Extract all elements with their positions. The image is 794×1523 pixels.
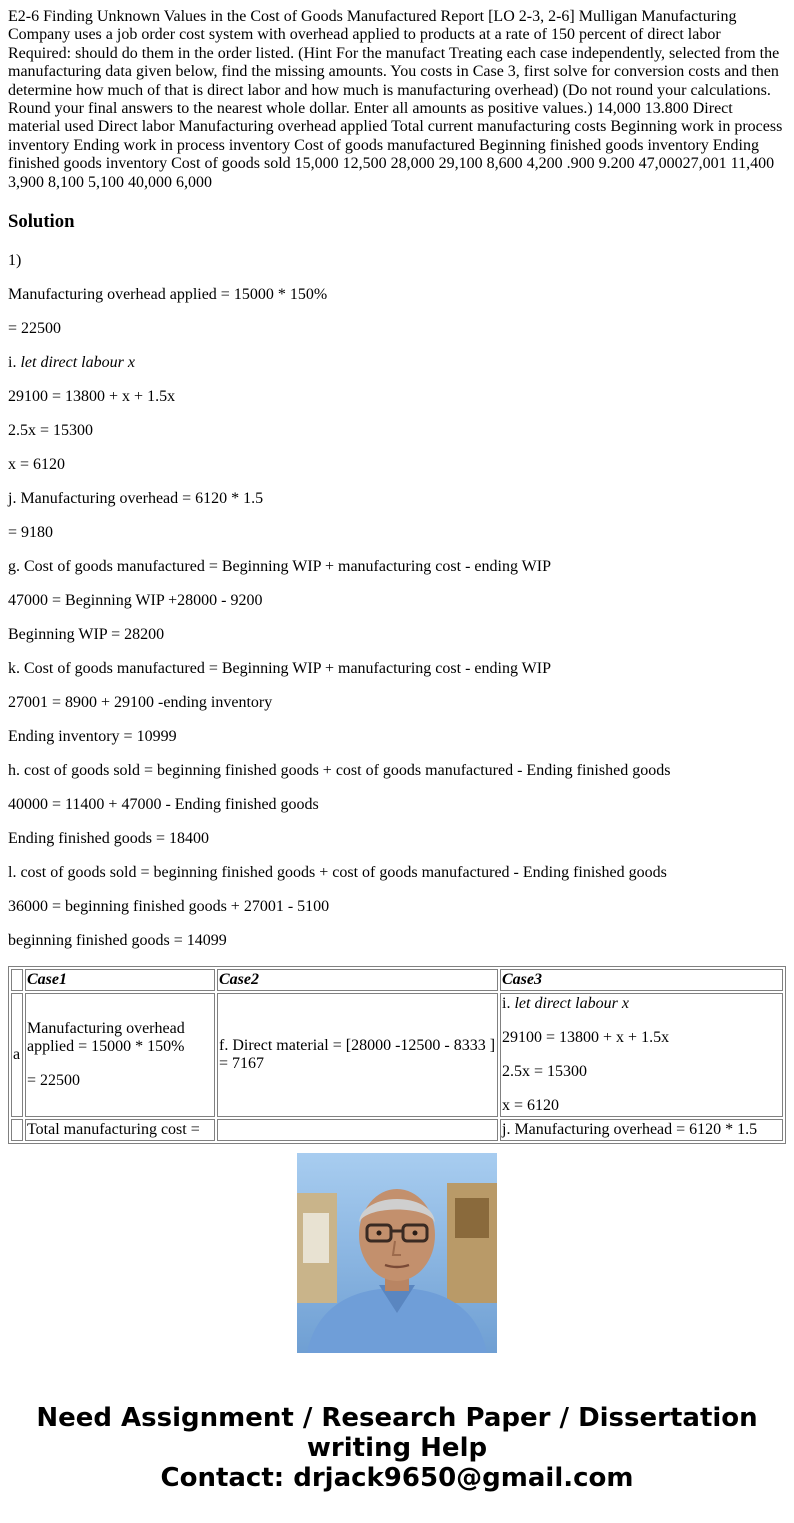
table-cell: [25, 993, 215, 1117]
table-cell: [25, 1119, 215, 1141]
step-line: h. cost of goods sold = beginning finished goods + cost of goods manufactured - Ending finished goods: [8, 762, 671, 780]
step-line: Beginning WIP = 28200: [8, 626, 165, 644]
step-line: 1): [8, 252, 22, 270]
solution-heading: Solution: [8, 211, 75, 233]
table-cell: [500, 1119, 783, 1141]
step-line: beginning finished goods = 14099: [8, 932, 227, 950]
step-line: 40000 = 11400 + 47000 - Ending finished goods: [8, 796, 319, 814]
table-row-label: a: [11, 993, 23, 1117]
step-line: Ending inventory = 10999: [8, 728, 177, 746]
cell-prefix: i.: [502, 995, 515, 1013]
cell-line: = 22500: [27, 1072, 81, 1090]
promo-line: Need Assignment / Research Paper / Dissertation: [36, 1403, 758, 1433]
table-header-cell: [11, 969, 23, 991]
step-prefix: i.: [8, 354, 21, 372]
cell-line: Manufacturing overhead applied = 15000 * 150%: [27, 1020, 185, 1056]
tutor-portrait-image: [297, 1153, 497, 1353]
table-header-cell: Case2: [217, 969, 498, 991]
table-cell: [217, 993, 498, 1117]
cell-line: [502, 995, 781, 1013]
table-cell: [500, 993, 783, 1117]
step-line: [8, 354, 786, 372]
table-header-row: [11, 969, 783, 991]
promo-banner: [0, 1403, 794, 1493]
step-line: l. cost of goods sold = beginning finished goods + cost of goods manufactured - Ending finished goods: [8, 864, 667, 882]
cell-italic: let direct labour x: [514, 995, 629, 1013]
document-body: [8, 0, 786, 1139]
cell-line: f. Direct material = [28000 -12500 - 8333 ] = 7167: [219, 1037, 496, 1073]
cell-line: x = 6120: [502, 1097, 560, 1115]
step-line: j. Manufacturing overhead = 6120 * 1.5: [8, 490, 264, 508]
table-row: [11, 993, 783, 1117]
table-row-label: [11, 1119, 23, 1141]
avatar: [297, 1153, 497, 1353]
step-line: 36000 = beginning finished goods + 27001 - 5100: [8, 898, 330, 916]
table-cell: [217, 1119, 498, 1141]
step-line: g. Cost of goods manufactured = Beginning WIP + manufacturing cost - ending WIP: [8, 558, 551, 576]
step-line: x = 6120: [8, 456, 66, 474]
step-line: = 9180: [8, 524, 54, 542]
step-line: k. Cost of goods manufactured = Beginning WIP + manufacturing cost - ending WIP: [8, 660, 551, 678]
table-row: [11, 1119, 783, 1141]
cell-line: 29100 = 13800 + x + 1.5x: [502, 1029, 670, 1047]
step-line: Ending finished goods = 18400: [8, 830, 210, 848]
solution-table: [8, 966, 786, 1144]
step-line: 47000 = Beginning WIP +28000 - 9200: [8, 592, 263, 610]
step-line: 27001 = 8900 + 29100 -ending inventory: [8, 694, 273, 712]
step-line: Manufacturing overhead applied = 15000 * 150%: [8, 286, 328, 304]
table-header-cell: Case1: [25, 969, 215, 991]
cell-line: Total manufacturing cost =: [27, 1121, 200, 1139]
solution-steps: [8, 252, 786, 950]
promo-contact: Contact: drjack9650@gmail.com: [160, 1463, 634, 1493]
step-line: 2.5x = 15300: [8, 422, 94, 440]
cell-line: 2.5x = 15300: [502, 1063, 588, 1081]
cell-line: j. Manufacturing overhead = 6120 * 1.5: [502, 1121, 758, 1139]
step-italic: let direct labour x: [20, 354, 135, 372]
step-line: = 22500: [8, 320, 62, 338]
table-header-cell: Case3: [500, 969, 783, 991]
promo-line: writing Help: [306, 1433, 488, 1463]
question-text: E2-6 Finding Unknown Values in the Cost of Goods Manufactured Report [LO 2-3, 2-6] Mulligan Manufacturing Company uses a job order cost system with overhead applied to products at a rate of 150 percent of direct labor Required: should do them in the order listed. (Hint For the manufact Treating each case independently, selected from the manufacturing data given below, find the missing amounts. You costs in Case 3, first solve for conversion costs and then determine how much of that is direct labor and how much is manufacturing overhead) (Do not round your calculations. Round your final answers to the nearest whole dollar. Enter all amounts as positive values.) 14,000 13.800 Direct material used Direct labor Manufacturing overhead applied Total current manufacturing costs Beginning work in process inventory Ending work in process inventory Cost of goods manufactured Beginning finished goods inventory Ending finished goods inventory Cost of goods sold 15,000 12,500 28,000 29,100 8,600 4,200 .900 9.200 47,00027,001 11,400 3,900 8,100 5,100 40,000 6,000: [8, 8, 783, 191]
step-line: 29100 = 13800 + x + 1.5x: [8, 388, 176, 406]
